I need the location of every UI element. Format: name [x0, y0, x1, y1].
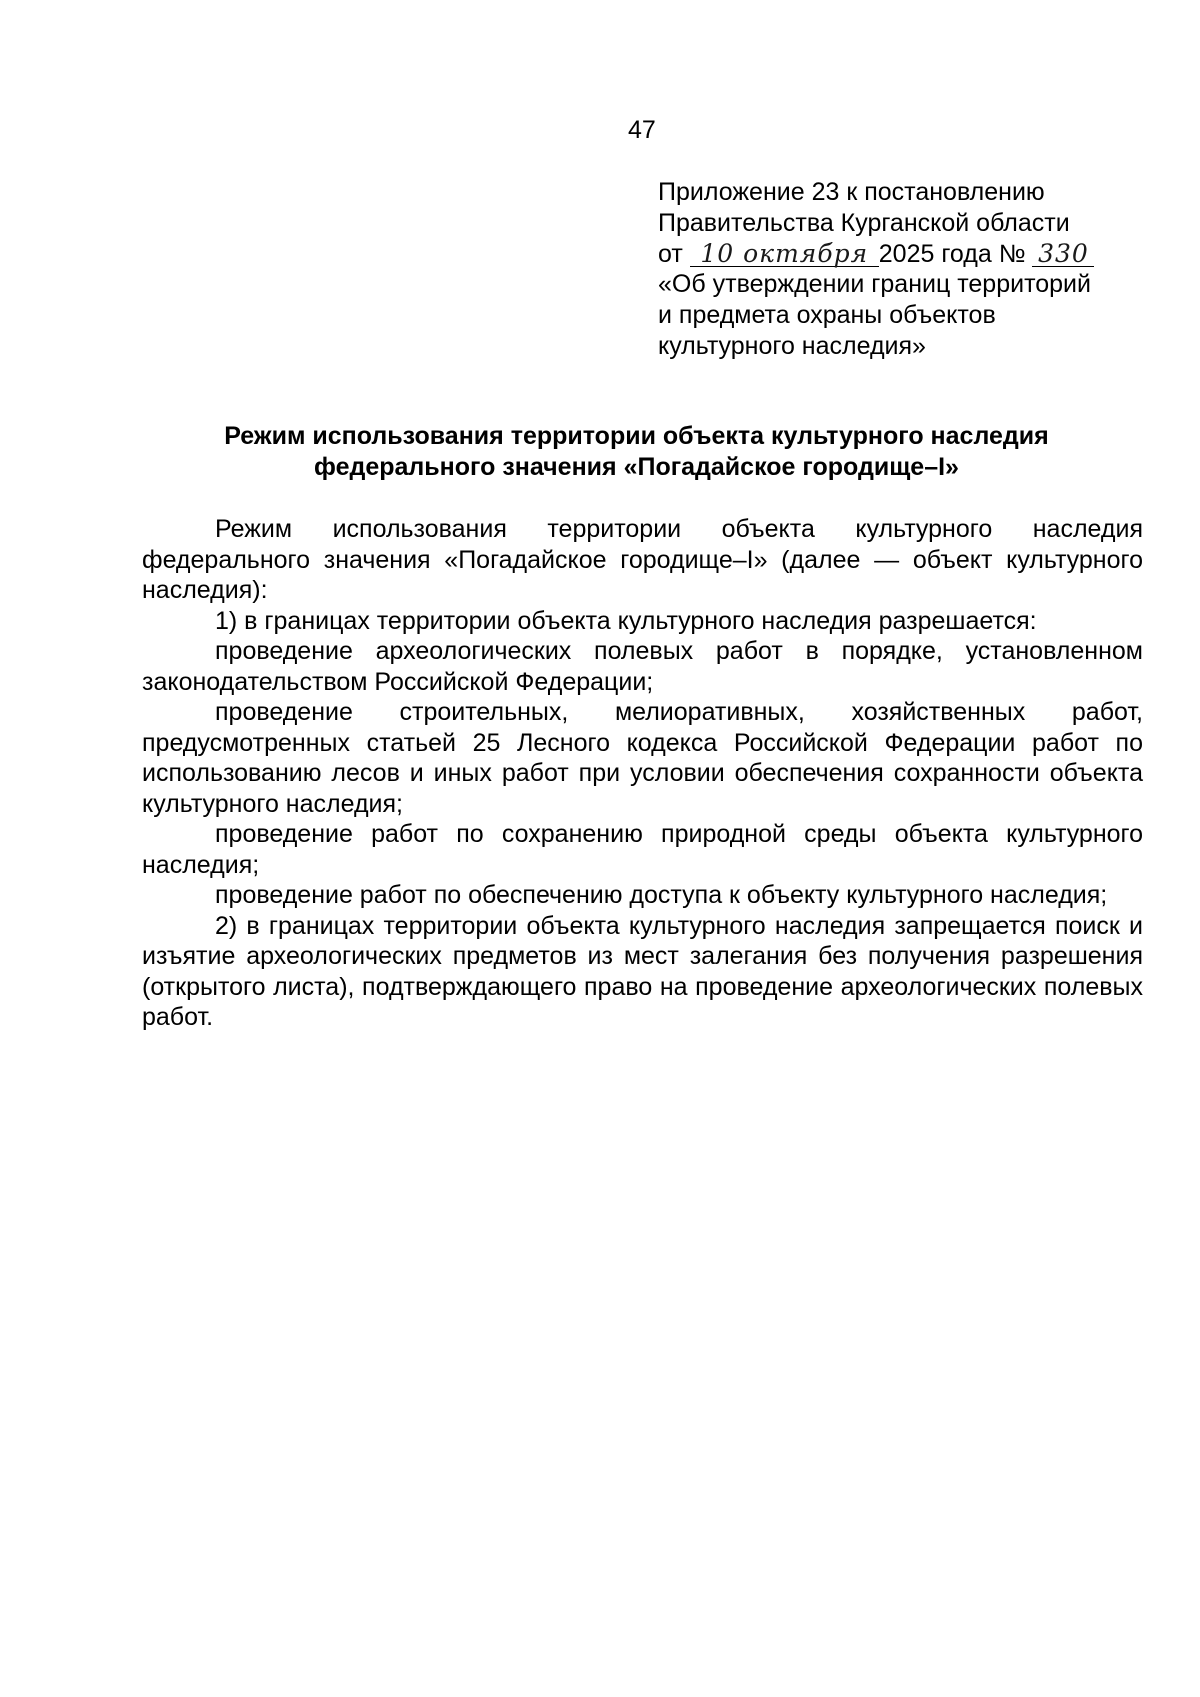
page-number: 47: [628, 116, 656, 144]
paragraph-nature-preservation: проведение работ по сохранению природной среды объекта культурного наследия;: [142, 820, 1143, 879]
paragraph-intro: Режим использования территории объекта культурного наследия федерального значения «Погадайское городище–I» (далее — объект культурного наследия):: [142, 515, 1143, 604]
handwritten-date: 10 октября: [690, 242, 879, 267]
title-line-1: Режим использования территории объекта культурного наследия: [224, 422, 1049, 450]
handwritten-number: 330: [1032, 242, 1094, 267]
paragraph-access-works: проведение работ по обеспечению доступа к объекту культурного наследия;: [215, 881, 1108, 909]
appendix-line-5: и предмета охраны объектов: [658, 301, 996, 330]
appendix-line-1: Приложение 23 к постановлению: [658, 178, 1045, 206]
appendix-block: [658, 177, 1128, 362]
title-line-2: федерального значения «Погадайское городище–I»: [314, 453, 959, 481]
appendix-from-prefix: от: [658, 239, 683, 268]
document-body: [142, 514, 1143, 1033]
appendix-line-2: Правительства Курганской области: [658, 208, 1070, 237]
document-title: [130, 421, 1143, 483]
appendix-year-text: 2025 года №: [878, 239, 1026, 268]
paragraph-construction-works: проведение строительных, мелиоративных, хозяйственных работ, предусмотренных статьей 25 Лесного кодекса Российской Федерации работ по использованию лесов и иных работ при условии обеспечения сохранности объекта культурного наследия;: [142, 698, 1143, 818]
appendix-line-6: культурного наследия»: [658, 331, 926, 360]
paragraph-archaeological-works: проведение археологических полевых работ в порядке, установленном законодательством Российской Федерации;: [142, 637, 1143, 696]
paragraph-item-2: 2) в границах территории объекта культурного наследия запрещается поиск и изъятие археологических предметов из мест залегания без получения разрешения (открытого листа), подтверждающего право на проведение археологических полевых работ.: [142, 911, 1143, 1031]
appendix-line-3: [658, 239, 1128, 270]
appendix-line-4: «Об утверждении границ территорий: [658, 270, 1091, 299]
paragraph-item-1: 1) в границах территории объекта культурного наследия разрешается:: [215, 606, 1037, 635]
